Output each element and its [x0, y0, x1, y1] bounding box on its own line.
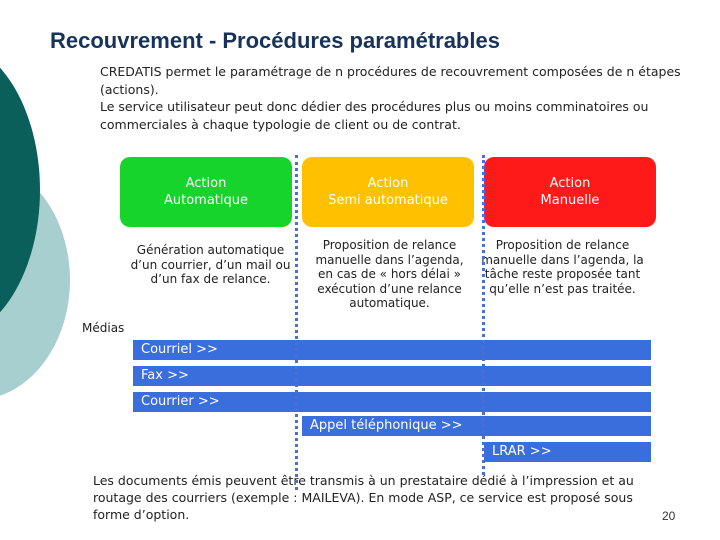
column-divider-1: [295, 155, 298, 490]
intro-text: [100, 63, 690, 133]
action-automatique-label-2: Automatique: [163, 193, 248, 208]
action-semi-label-1: Action: [367, 176, 409, 191]
column-divider-2: [482, 155, 485, 475]
medias-label: Médias: [82, 321, 125, 335]
action-semi-label-2: Semi automatique: [328, 193, 448, 208]
media-bar-courriel: Courriel >>: [133, 340, 651, 360]
action-semi-description: Proposition de relance manuelle dans l’agenda, en cas de « hors délai » exécution d’une relance automatique.: [315, 238, 464, 310]
intro-line-1: CREDATIS permet le paramétrage de n procédures de recouvrement composées de n étapes (actions).: [100, 64, 681, 97]
action-semi-automatique-box: [302, 157, 474, 227]
media-bar-courrier: Courrier >>: [133, 392, 651, 412]
action-automatique-label-1: Action: [185, 176, 227, 191]
page-number: 20: [662, 509, 676, 523]
action-automatique-description: Génération automatique d’un courrier, d’un mail ou d’un fax de relance.: [130, 243, 291, 286]
intro-line-2: Le service utilisateur peut donc dédier des procédures plus ou moins comminatoires ou commerciales à chaque typologie de client ou de contrat.: [100, 99, 649, 132]
action-manuelle-label-2: Manuelle: [540, 193, 600, 208]
action-manuelle-description: Proposition de relance manuelle dans l’agenda, la tâche reste proposée tant qu’elle n’est pas traitée.: [481, 238, 644, 296]
media-bar-fax: Fax >>: [133, 366, 651, 386]
action-manuelle-label-1: Action: [549, 176, 591, 191]
action-automatique-box: [120, 157, 292, 227]
media-bar-appel: Appel téléphonique >>: [302, 416, 651, 436]
action-manuelle-box: [484, 157, 656, 227]
media-bar-lrar: LRAR >>: [484, 442, 651, 462]
slide-title: Recouvrement - Procédures paramétrables: [50, 28, 500, 53]
footer-text: Les documents émis peuvent être transmis à un prestataire dédié à l’impression et au routage des courriers (exemple : MAILEVA). En mode ASP, ce service est proposé sous forme d’option.: [93, 473, 634, 522]
